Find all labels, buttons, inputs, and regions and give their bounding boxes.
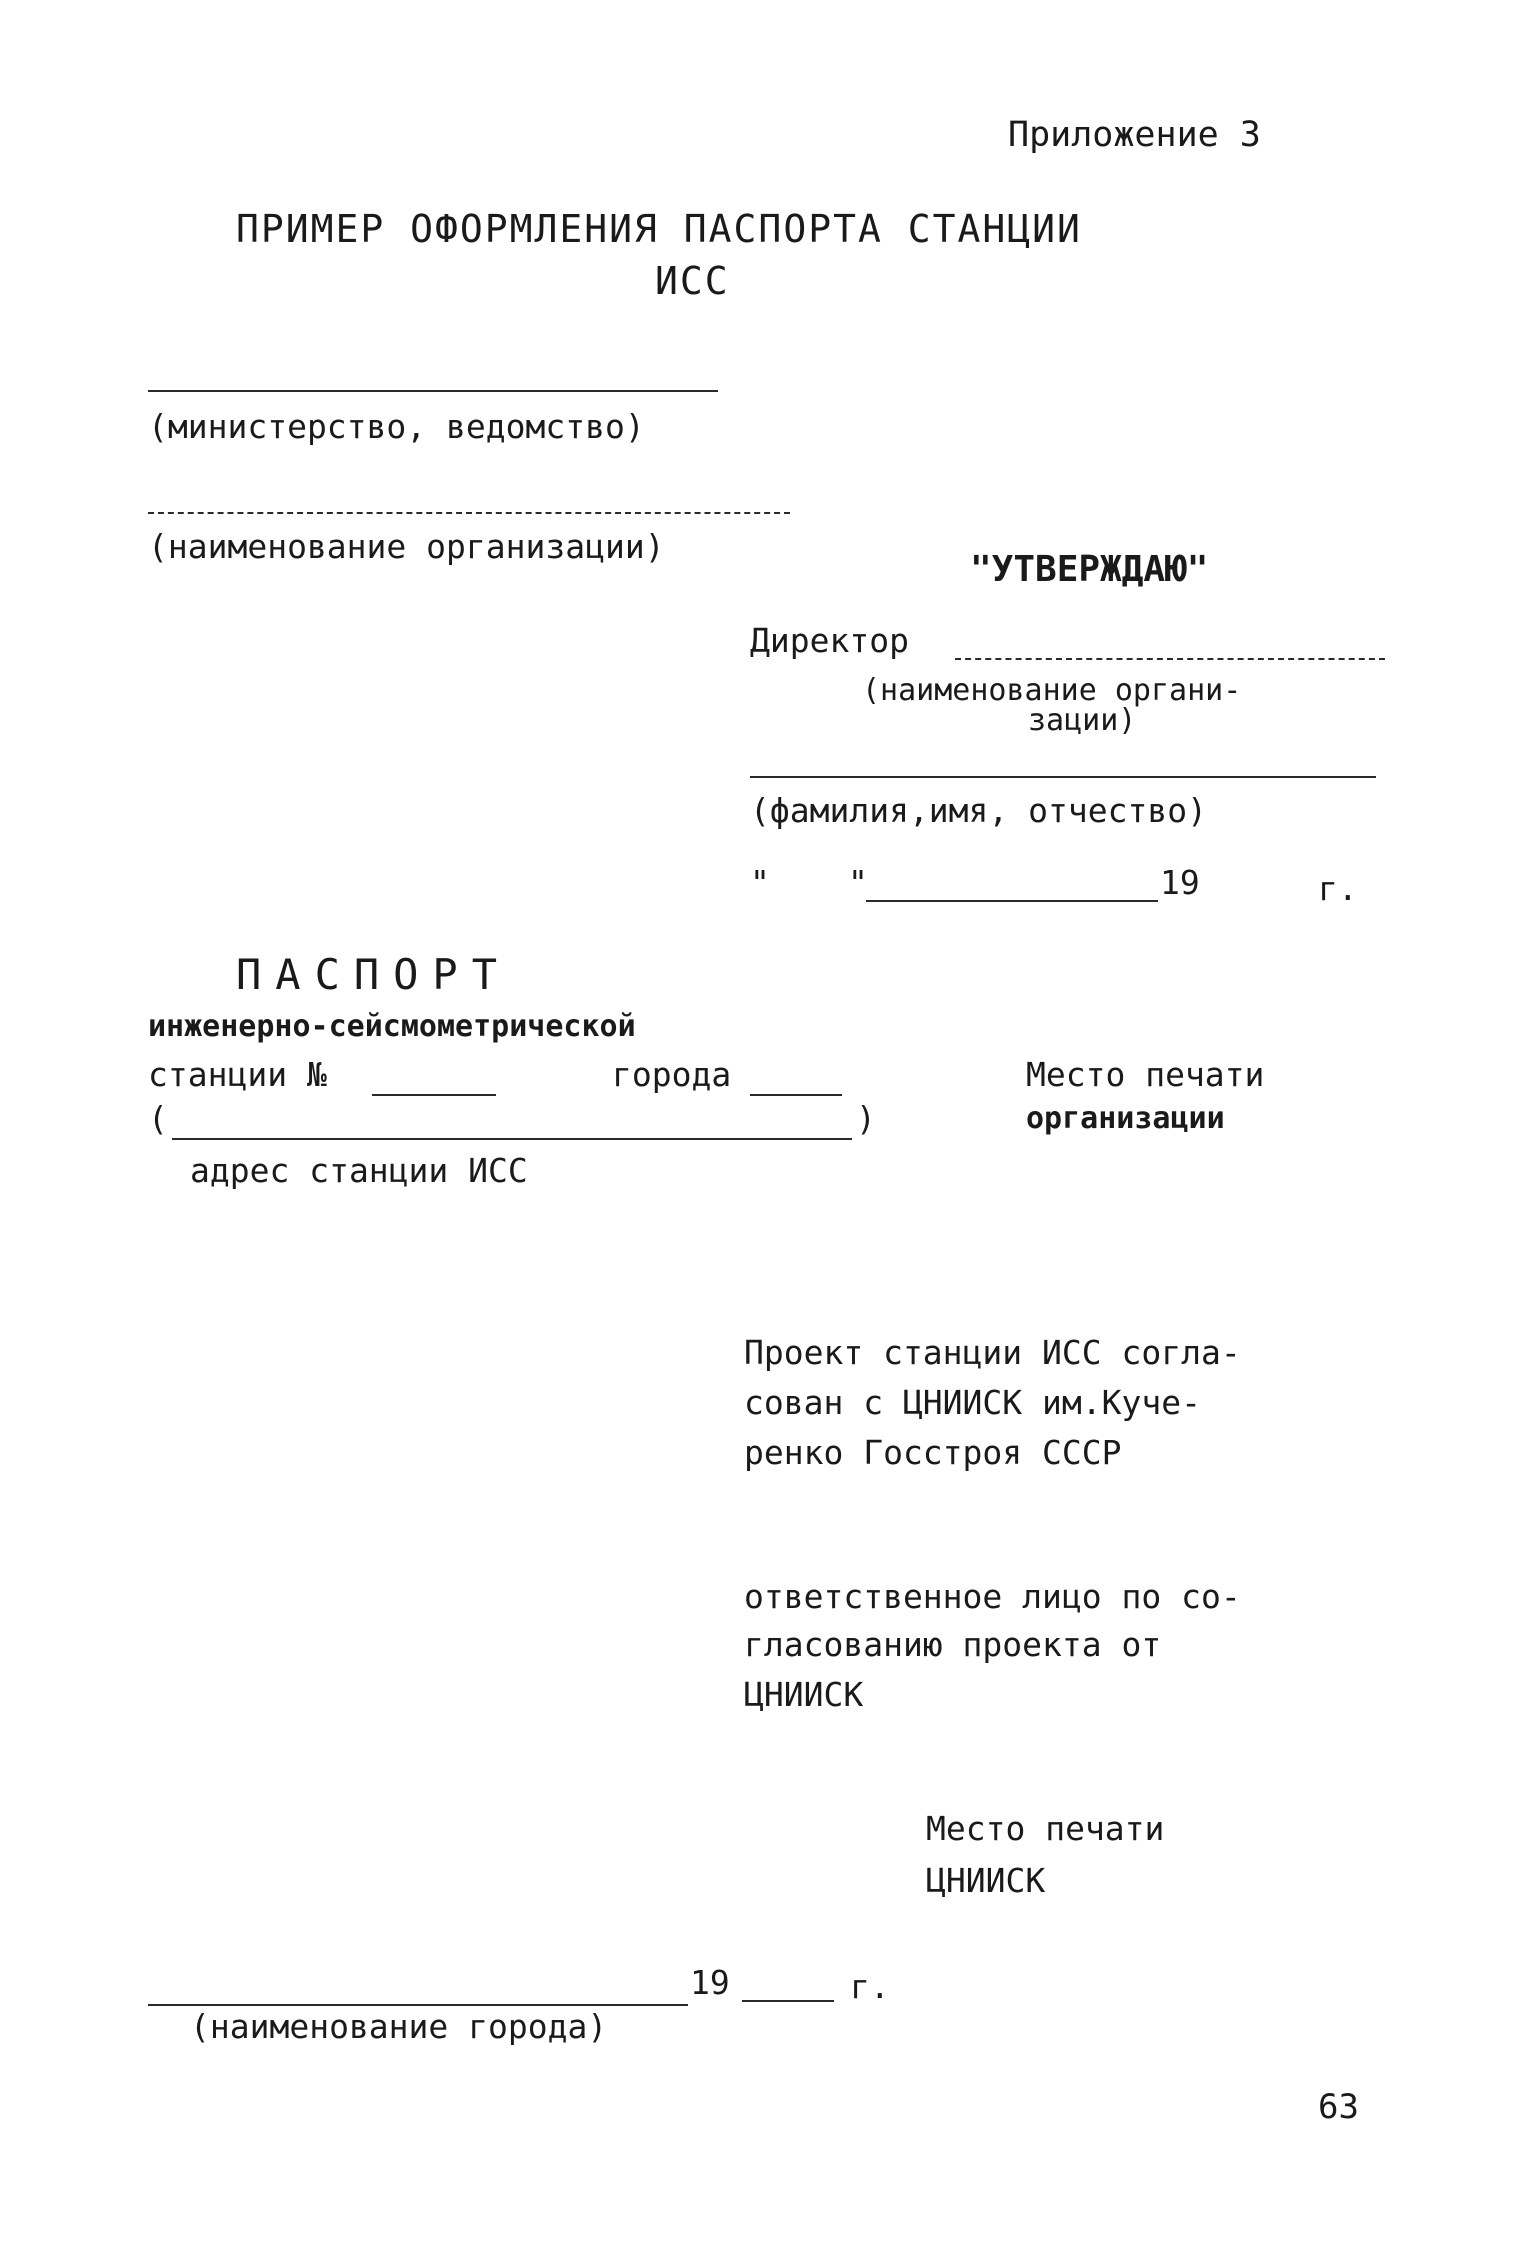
director-org-caption-2: зации) — [1028, 703, 1137, 738]
document-title-line1: ПРИМЕР ОФОРМЛЕНИЯ ПАСПОРТА СТАНЦИИ — [236, 207, 1082, 251]
director-org-caption-1: (наименование органи- — [862, 673, 1242, 708]
organization-line — [148, 512, 790, 514]
address-paren-open: ( — [148, 1099, 168, 1138]
footer-year: 19 — [690, 1963, 730, 2002]
responsible-line1: ответственное лицо по со- — [744, 1577, 1241, 1616]
ministry-line — [148, 390, 718, 392]
station-label: станции № — [148, 1055, 327, 1094]
ministry-caption: (министерство, ведомство) — [148, 407, 645, 446]
date-suffix: г. — [1318, 869, 1358, 908]
seal-cniisk-line1: Место печати — [926, 1809, 1165, 1848]
project-line3: ренко Госстроя СССР — [744, 1433, 1122, 1472]
page-number: 63 — [1318, 2087, 1359, 2127]
director-line — [955, 658, 1385, 660]
responsible-line2: гласованию проекта от — [744, 1625, 1162, 1664]
project-line1: Проект станции ИСС согла- — [744, 1333, 1241, 1372]
date-quote-open: " — [750, 863, 770, 902]
appendix-label: Приложение 3 — [1008, 115, 1261, 155]
seal-org-line1: Место печати — [1026, 1055, 1265, 1094]
address-paren-close: ) — [856, 1099, 876, 1138]
footer-city-line — [148, 2004, 688, 2006]
document-title-line2: ИСС — [655, 259, 730, 303]
approve-heading: "УТВЕРЖДАЮ" — [970, 549, 1209, 590]
project-line2: сован с ЦНИИСК им.Куче- — [744, 1383, 1201, 1422]
station-number-line — [372, 1094, 496, 1096]
footer-suffix: г. — [850, 1967, 890, 2006]
passport-subtitle: инженерно-сейсмометрической — [148, 1009, 636, 1044]
director-label: Директор — [750, 621, 909, 660]
date-year: 19 — [1160, 863, 1200, 902]
date-quote-close: " — [848, 863, 868, 902]
fio-caption: (фамилия,имя, отчество) — [750, 791, 1207, 830]
responsible-line3: ЦНИИСК — [744, 1675, 864, 1714]
seal-cniisk-line2: ЦНИИСК — [926, 1861, 1046, 1900]
city-line — [750, 1094, 842, 1096]
address-caption: адрес станции ИСС — [190, 1151, 528, 1190]
city-label: города — [612, 1055, 732, 1094]
address-line — [172, 1138, 852, 1140]
organization-caption: (наименование организации) — [148, 527, 665, 566]
passport-heading: ПАСПОРТ — [236, 950, 512, 999]
date-line — [866, 900, 1158, 902]
footer-year-line — [742, 2000, 834, 2002]
fio-line — [750, 776, 1376, 778]
seal-org-line2: организации — [1026, 1101, 1225, 1136]
footer-city-caption: (наименование города) — [190, 2007, 608, 2046]
